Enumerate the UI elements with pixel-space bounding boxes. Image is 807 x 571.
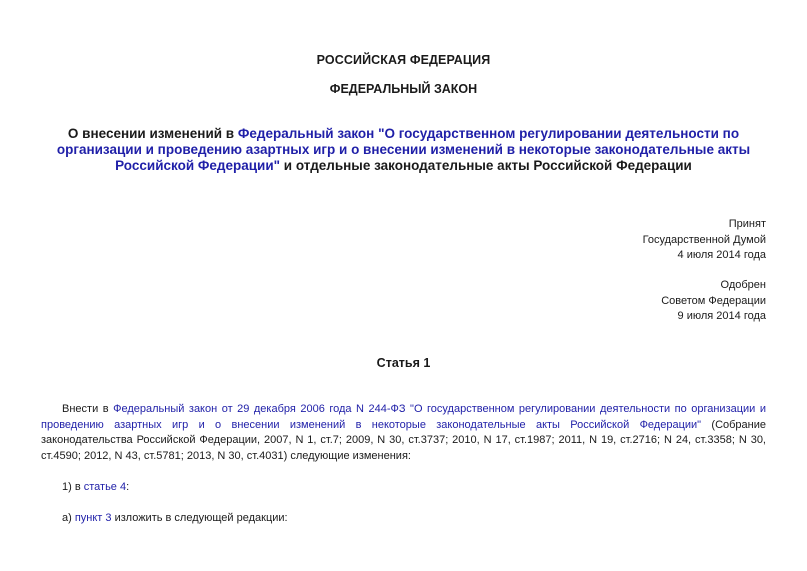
intro-suffix: (Собрание законодательства Российской Федерации, 2007, N 1, ст.7; 2009, N 30, ст.3737; 2010, N 17, ст.1987; 2011, N 19, ст.2716; N 24, ст.3358; N 30, ст.4590; 2012, N 43, ст.5781; 2013, N 30, ст.4031) следующие изменения: xyxy=(41,418,766,462)
approved-block xyxy=(661,278,766,325)
intro-prefix: Внести в xyxy=(62,403,114,415)
adopted-date: 4 июля 2014 года xyxy=(677,249,766,261)
law-title-prefix: О внесении изменений в xyxy=(67,126,238,141)
adopted-block xyxy=(643,217,766,264)
item-2-suffix: изложить в следующей редакции: xyxy=(111,512,288,524)
law-title-link[interactable]: Федеральный закон "О государственном регулировании деятельности по организации и проведению азартных игр и о внесении изменений в некоторые законодательные акты Российской Федерации" xyxy=(56,126,751,173)
article-intro-paragraph xyxy=(41,402,766,464)
article-heading: Статья 1 xyxy=(376,356,431,370)
approved-date: 9 июля 2014 года xyxy=(677,310,766,322)
item-2-link[interactable]: пункт 3 xyxy=(74,512,112,524)
country-heading: РОССИЙСКАЯ ФЕДЕРАЦИЯ xyxy=(316,53,491,67)
item-1-link[interactable]: статье 4 xyxy=(83,481,127,493)
adopted-body: Государственной Думой xyxy=(642,233,766,246)
item-1-paragraph xyxy=(62,480,762,496)
law-title-suffix: и отдельные законодательные акты Российской Федерации xyxy=(280,158,692,173)
item-1-prefix: 1) в xyxy=(62,481,84,493)
approved-body: Советом Федерации xyxy=(661,294,766,307)
document-kind-heading: ФЕДЕРАЛЬНЫЙ ЗАКОН xyxy=(329,82,478,96)
law-title xyxy=(50,126,757,174)
intro-law-link[interactable]: Федеральный закон от 29 декабря 2006 года N 244-ФЗ "О государственном регулировании деятельности по организации и проведению азартных игр и о внесении изменений в некоторые законодательные акты Российской Федерации" xyxy=(41,403,766,431)
item-1-suffix: : xyxy=(126,481,130,493)
adopted-label: Принят xyxy=(728,218,766,230)
item-2-paragraph xyxy=(62,511,762,527)
approved-label: Одобрен xyxy=(720,279,766,291)
item-2-prefix: а) xyxy=(62,512,75,524)
